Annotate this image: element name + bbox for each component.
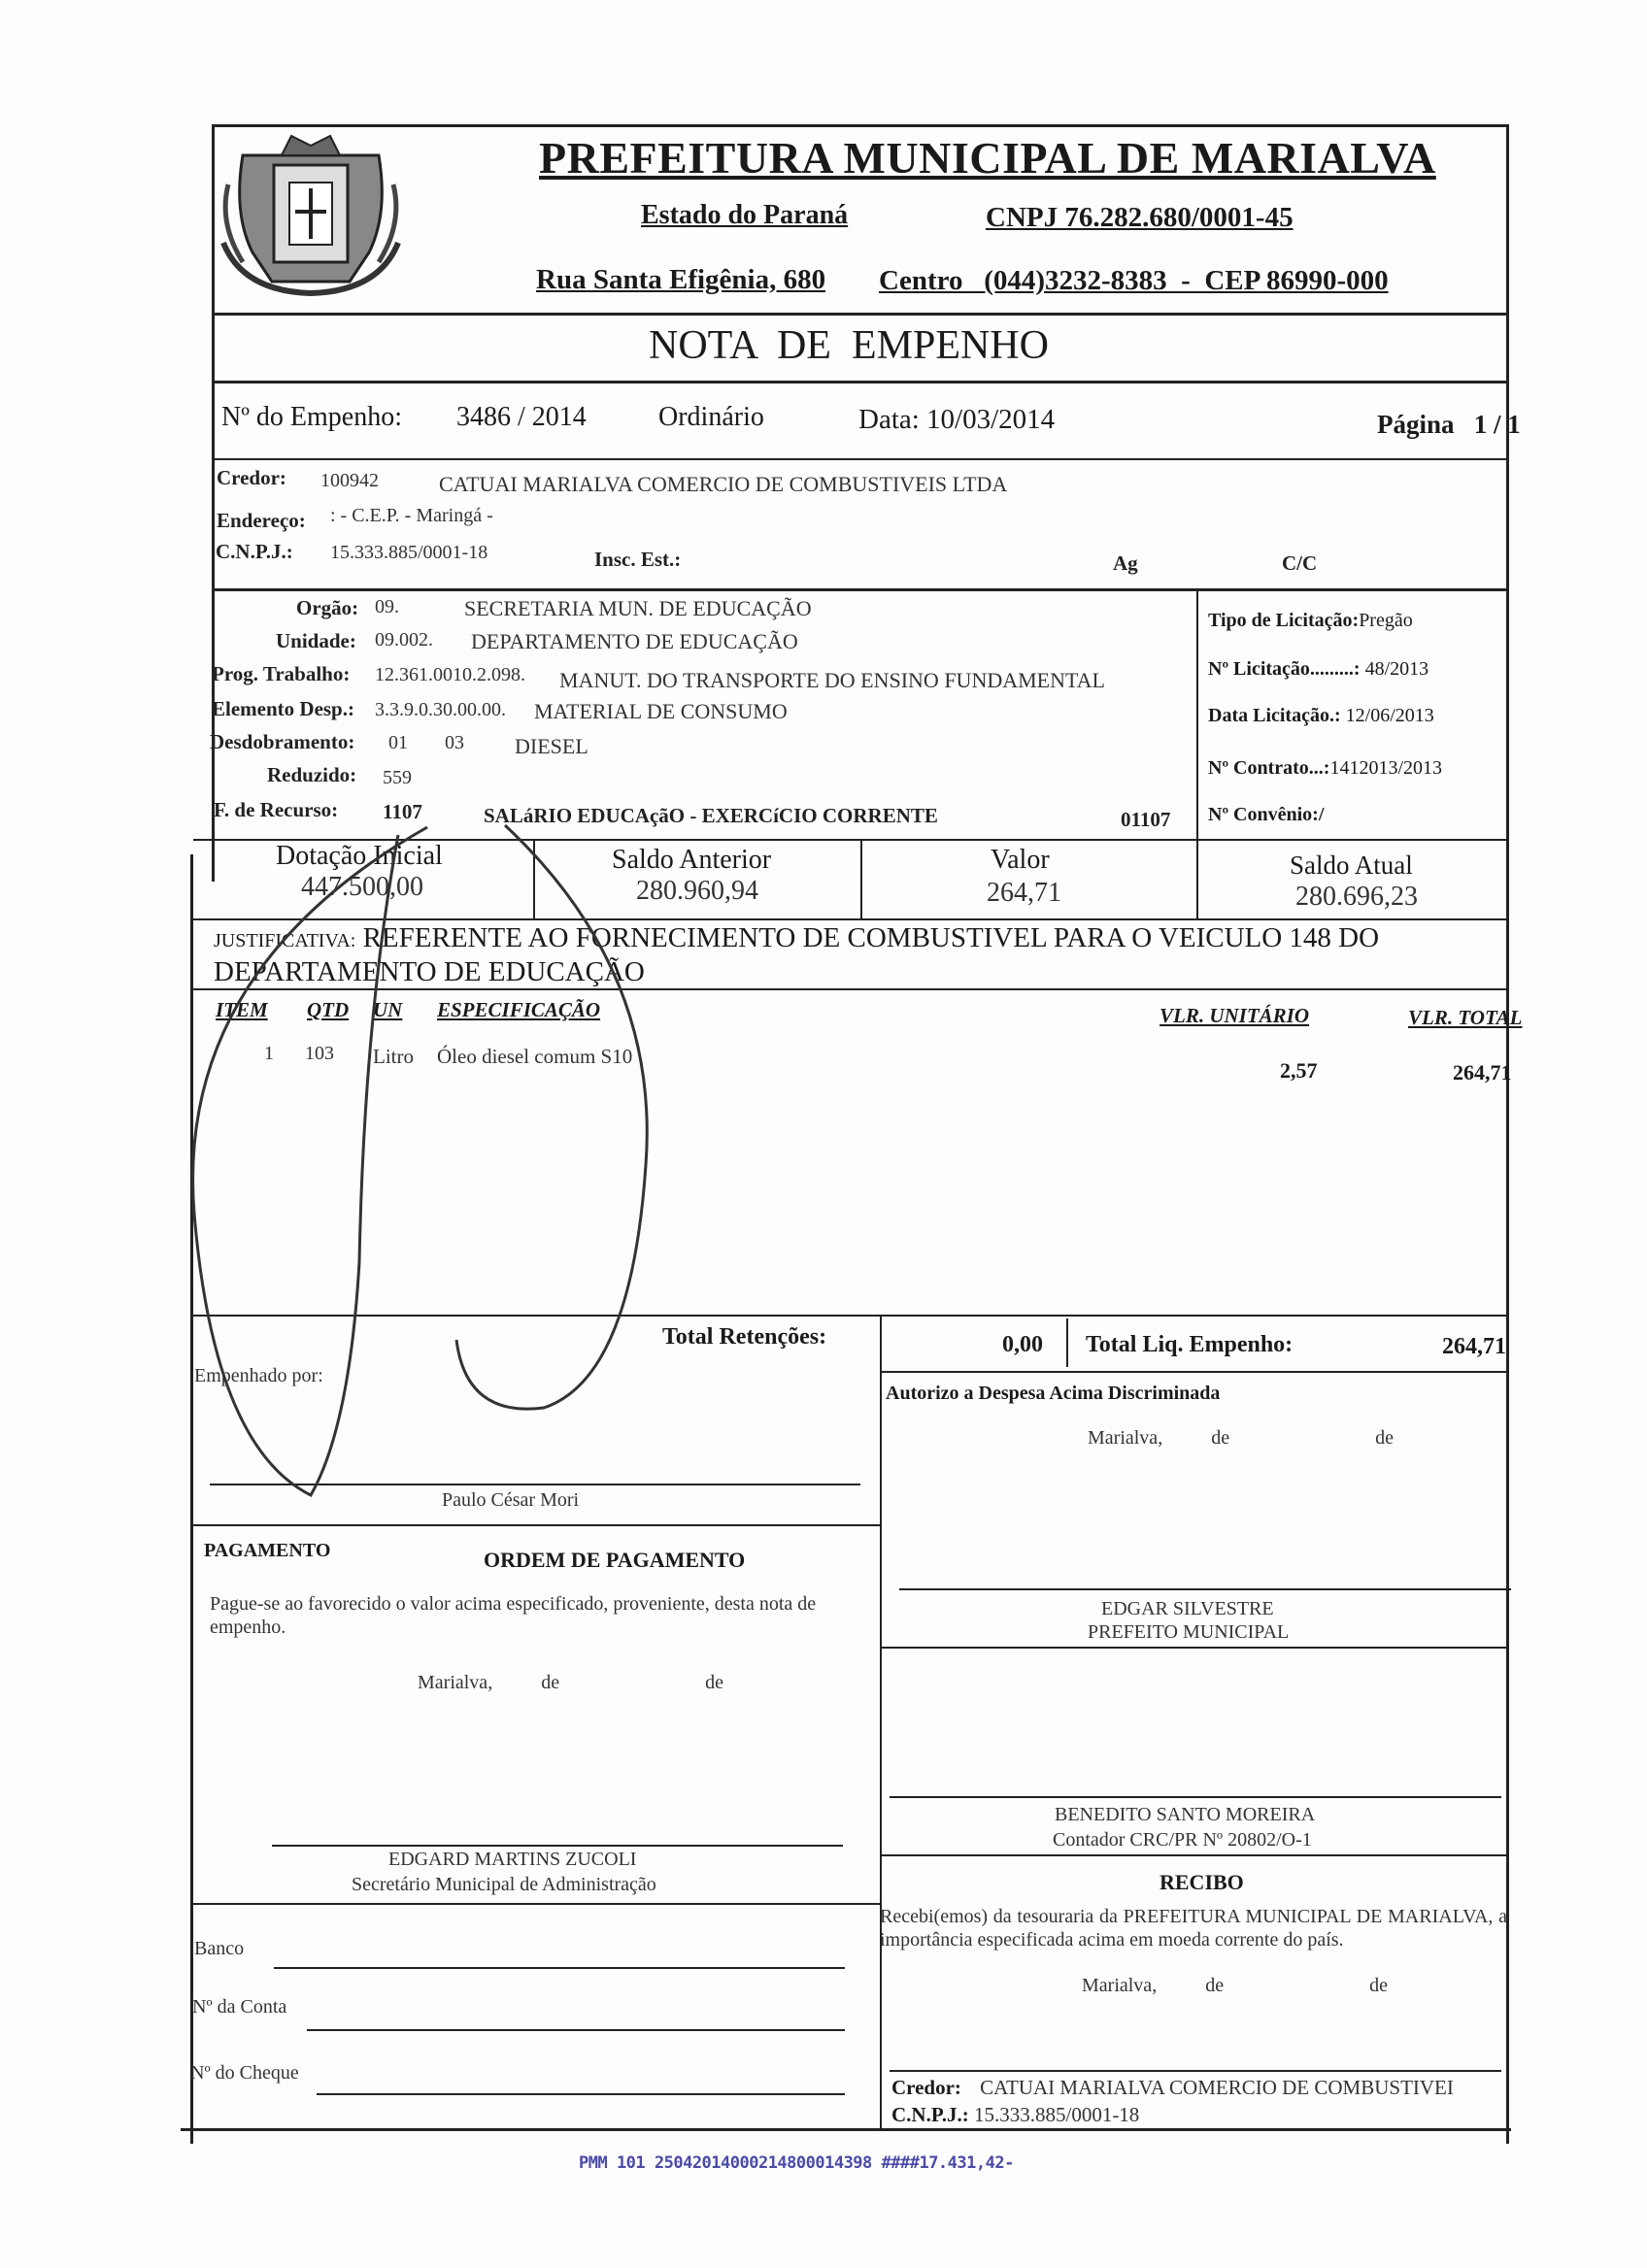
empenho-label: Nº do Empenho:	[221, 402, 402, 432]
banco-label: Banco	[194, 1938, 245, 1959]
row-item: 1	[264, 1043, 274, 1064]
desdobramento-name: DIESEL	[515, 734, 588, 758]
col-header-vlr-total: VLR. TOTAL	[1408, 1006, 1523, 1029]
street-address: Rua Santa Efigênia, 680	[536, 264, 826, 295]
ordem-pagamento-label: ORDEM DE PAGAMENTO	[484, 1548, 746, 1572]
prefeito-name: EDGAR SILVESTRE	[1101, 1598, 1274, 1619]
row-un: Litro	[373, 1045, 414, 1068]
elemento-code: 3.3.9.0.30.00.00.	[375, 699, 506, 720]
credor-cnpj-label: C.N.P.J.:	[216, 540, 293, 563]
orgao-label: Orgão:	[296, 596, 359, 619]
licitacao-contrato-value: 1412013/2013	[1329, 757, 1443, 779]
pagamento-text: Pague-se ao favorecido o valor acima especificado, proveniente, desta nota de empenho.	[210, 1593, 817, 1638]
licitacao-tipo-label: Tipo de Licitação:	[1208, 610, 1360, 631]
recibo-credor-label: Credor:	[891, 2076, 961, 2099]
col-header-qtd: QTD	[307, 998, 350, 1021]
secretario-name: EDGARD MARTINS ZUCOLI	[388, 1849, 637, 1870]
licitacao-convenio: Nº Convênio:/	[1208, 804, 1325, 825]
justificativa-label: JUSTIFICATIVA:	[214, 930, 356, 951]
document-title: NOTA DE EMPENHO	[649, 323, 1049, 368]
licitacao-data-label: Data Licitação.:	[1208, 705, 1341, 726]
row-spec: Óleo diesel comum S10	[437, 1045, 633, 1068]
recurso-num: 01107	[1121, 808, 1171, 831]
empenho-number: 3486 / 2014	[456, 402, 587, 432]
pagamento-place-date: Marialva, de de	[418, 1672, 723, 1693]
valor-value: 264,71	[987, 878, 1061, 908]
liquido-label: Total Liq. Empenho:	[1086, 1332, 1294, 1357]
row-qtd: 103	[305, 1043, 334, 1064]
contador-title: Contador CRC/PR Nº 20802/O-1	[1053, 1829, 1312, 1851]
credor-name: CATUAI MARIALVA COMERCIO DE COMBUSTIVEIS LTDA	[439, 472, 1008, 496]
unidade-code: 09.002.	[375, 629, 433, 650]
retencoes-label: Total Retenções:	[662, 1324, 827, 1350]
liquido-value: 264,71	[1442, 1334, 1506, 1359]
prefeito-title: PREFEITO MUNICIPAL	[1088, 1621, 1290, 1643]
licitacao-data-value: 12/06/2013	[1345, 705, 1434, 726]
elemento-name: MATERIAL DE CONSUMO	[534, 699, 788, 723]
page-title: PREFEITURA MUNICIPAL DE MARIALVA	[539, 133, 1436, 183]
row-total-value: 264,71	[1453, 1060, 1512, 1084]
insc-est-label: Insc. Est.:	[594, 548, 682, 571]
reduzido-label: Reduzido:	[267, 763, 357, 786]
saldo-atual-value: 280.696,23	[1295, 882, 1418, 912]
credor-cnpj: 15.333.885/0001-18	[330, 542, 488, 563]
recibo-cnpj-value: 15.333.885/0001-18	[973, 2103, 1140, 2126]
prog-trabalho-code: 12.361.0010.2.098.	[375, 664, 525, 685]
licitacao-numero-label: Nº Licitação.........:	[1208, 658, 1361, 680]
desdobramento-label: Desdobramento:	[210, 730, 355, 753]
district-phone-cep: Centro (044)3232-8383 - CEP 86990-000	[879, 265, 1389, 296]
saldo-anterior-value: 280.960,94	[636, 876, 758, 906]
endereco-label: Endereço:	[217, 509, 306, 532]
orgao-name: SECRETARIA MUN. DE EDUCAÇÃO	[464, 596, 812, 620]
col-header-item: ITEM	[216, 998, 268, 1021]
dotacao-label: Dotação Inicial	[276, 841, 443, 871]
licitacao-tipo-value: Pregão	[1359, 610, 1413, 631]
col-header-vlr-unitario: VLR. UNITÁRIO	[1160, 1004, 1310, 1027]
municipal-cnpj: CNPJ 76.282.680/0001-45	[986, 202, 1294, 233]
recurso-label: F. de Recurso:	[214, 798, 339, 821]
saldo-anterior-label: Saldo Anterior	[612, 845, 772, 875]
col-header-especificacao: ESPECIFICAÇÃO	[437, 998, 601, 1021]
contador-name: BENEDITO SANTO MOREIRA	[1055, 1804, 1316, 1825]
bank-stamp: PMM 101 25042014000214800014398 ####17.431,42-	[579, 2153, 1014, 2173]
conta-label: Nº da Conta	[192, 1996, 287, 2018]
recibo-place-date: Marialva, de de	[1082, 1975, 1388, 1996]
recibo-text: Recebi(emos) da tesouraria da PREFEITURA MUNICIPAL DE MARIALVA, a importância especificada acima em moeda corrente do país.	[880, 1906, 1507, 1951]
justificativa-text: REFERENTE AO FORNECIMENTO DE COMBUSTIVEL PARA O VEICULO 148 DO DEPARTAMENTO DE EDUCAÇÃO	[214, 922, 1380, 987]
empenhado-name: Paulo César Mori	[442, 1489, 580, 1511]
saldo-atual-label: Saldo Atual	[1290, 850, 1413, 880]
empenho-type: Ordinário	[658, 402, 764, 432]
credor-code: 100942	[320, 470, 379, 491]
recibo-cnpj-label: C.N.P.J.:	[891, 2103, 969, 2126]
licitacao-numero-value: 48/2013	[1364, 658, 1429, 680]
desdobramento-a: 01	[388, 732, 408, 753]
empenho-date: Data: 10/03/2014	[858, 404, 1056, 435]
retencoes-value: 0,00	[1002, 1332, 1043, 1357]
desdobramento-b: 03	[445, 732, 464, 753]
row-unit-value: 2,57	[1280, 1058, 1318, 1083]
unidade-name: DEPARTAMENTO DE EDUCAÇÃO	[471, 629, 798, 653]
empenhado-label: Empenhado por:	[194, 1365, 323, 1386]
cc-label: C/C	[1282, 551, 1318, 575]
recibo-label: RECIBO	[1160, 1870, 1244, 1894]
dotacao-value: 447.500,00	[301, 872, 423, 902]
recurso-code: 1107	[383, 800, 422, 823]
prog-trabalho-name: MANUT. DO TRANSPORTE DO ENSINO FUNDAMENTAL	[559, 668, 1105, 692]
recurso-name: SALáRIO EDUCAçãO - EXERCíCIO CORRENTE	[484, 804, 938, 827]
valor-label: Valor	[991, 845, 1050, 875]
elemento-label: Elemento Desp.:	[212, 697, 354, 720]
col-header-un: UN	[373, 998, 403, 1021]
prog-trabalho-label: Prog. Trabalho:	[212, 662, 351, 685]
unidade-label: Unidade:	[276, 629, 356, 652]
reduzido-value: 559	[383, 767, 412, 788]
endereco-value: : - C.E.P. - Maringá -	[330, 505, 493, 526]
recibo-credor-name: CATUAI MARIALVA COMERCIO DE COMBUSTIVEI	[980, 2076, 1454, 2099]
credor-label: Credor:	[217, 466, 286, 489]
page-number: Página 1 / 1	[1377, 410, 1521, 439]
pagamento-label: PAGAMENTO	[204, 1540, 331, 1561]
secretario-title: Secretário Municipal de Administração	[352, 1874, 656, 1895]
orgao-code: 09.	[375, 596, 399, 617]
cheque-label: Nº do Cheque	[190, 2062, 299, 2084]
ag-label: Ag	[1113, 551, 1138, 575]
autorizo-place-date: Marialva, de de	[1088, 1427, 1394, 1449]
autorizo-label: Autorizo a Despesa Acima Discriminada	[886, 1383, 1221, 1404]
state-name: Estado do Paraná	[641, 200, 849, 230]
licitacao-contrato-label: Nº Contrato...:	[1208, 757, 1330, 779]
